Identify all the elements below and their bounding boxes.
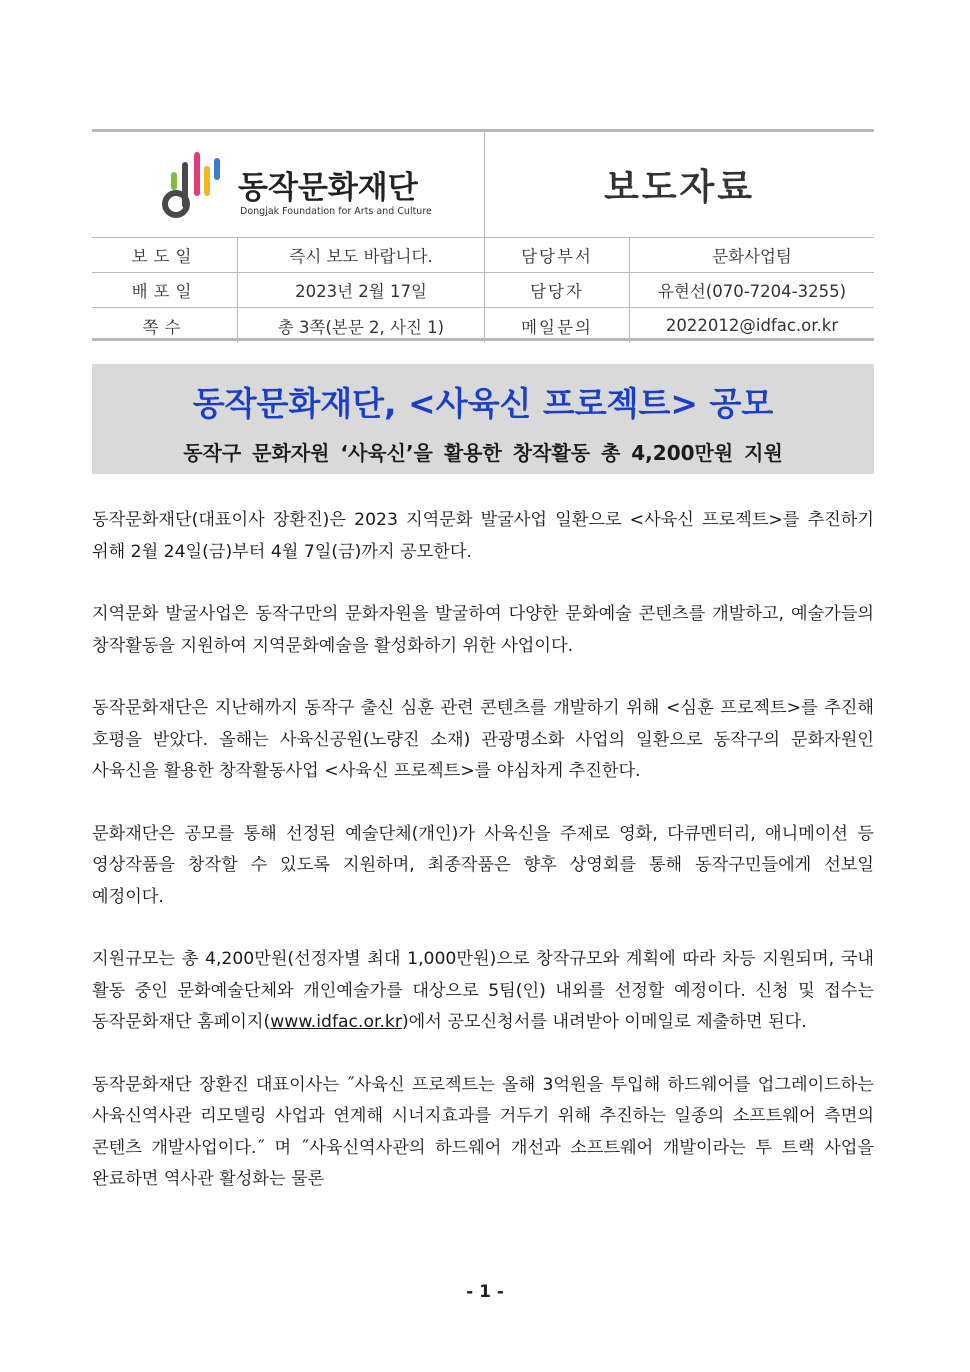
- homepage-link[interactable]: www.idfac.or.kr: [270, 1012, 402, 1032]
- paragraph-5: [92, 944, 874, 1039]
- info-row-pages: [92, 308, 874, 343]
- label-release: 보도일: [92, 238, 238, 272]
- sub-headline: 동작구 문화자원 ‘사육신’을 활용한 창작활동 총 4,200만원 지원: [183, 441, 783, 465]
- value-release: 즉시 보도 바랍니다.: [238, 238, 485, 272]
- paragraph-1: 동작문화재단(대표이사 장환진)은 2023 지역문화 발굴사업 일환으로 <사육신 프로젝트>를 추진하기 위해 2월 24일(금)부터 4월 7일(금)까지 공모한다.: [92, 510, 874, 562]
- paragraph-5-after: )에서 공모신청서를 내려받아 이메일로 제출하면 된다.: [401, 1012, 807, 1032]
- value-email: 2022012@idfac.or.kr: [665, 316, 839, 335]
- logo-cell: [92, 132, 485, 237]
- article-body: [92, 505, 874, 1227]
- value-contact: 유현선(070-7204-3255): [657, 282, 847, 301]
- label-distribution: 배포일: [92, 273, 238, 307]
- logo-subtitle: Dongjak Foundation for Arts and Culture: [240, 206, 432, 217]
- info-row-distribution: [92, 273, 874, 308]
- info-row-release: [92, 238, 874, 273]
- label-pages: 쪽수: [92, 308, 238, 343]
- paragraph-2: 지역문화 발굴사업은 동작구만의 문화자원을 발굴하여 다양한 문화예술 콘텐츠를 개발하고, 예술가들의 창작활동을 지원하여 지역문화예술을 활성화하기 위한 사업이다.: [92, 604, 874, 656]
- logo-name: 동작문화재단: [238, 170, 418, 206]
- press-info-table: [92, 129, 874, 341]
- header-top-row: [92, 132, 874, 238]
- value-pages: 총 3쪽(본문 2, 사진 1): [238, 308, 485, 343]
- paragraph-6: 동작문화재단 장환진 대표이사는 ˝사육신 프로젝트는 올해 3억원을 투입해 하드웨어를 업그레이드하는 사육신역사관 리모델링 사업과 연계해 시너지효과를 거두기 위해 추진하는 일종의 소프트웨어 측면의 콘텐츠 개발사업이다.˝ 며 ˝사육신역사관의 하드웨어 개선과 소프트웨어 개발이라는 투 트랙 사업을 완료하면 역사관 활성화는 물론: [92, 1074, 874, 1189]
- label-email: 메일문의: [485, 308, 630, 343]
- label-department: 담당부서: [485, 238, 630, 272]
- label-contact: 담당자: [485, 273, 630, 307]
- doc-type-title: 보도자료: [603, 167, 756, 208]
- paragraph-3: 동작문화재단은 지난해까지 동작구 출신 심훈 관련 콘텐츠를 개발하기 위해 <심훈 프로젝트>를 추진해 호평을 받았다. 올해는 사육신공원(노량진 소재) 관광명소화 사업의 일환으로 동작구의 문화자원인 사육신을 활용한 창작활동사업 <사육신 프로젝트>를 야심차게 추진한다.: [92, 698, 874, 781]
- paragraph-4: 문화재단은 공모를 통해 선정된 예술단체(개인)가 사육신을 주제로 영화, 다큐멘터리, 애니메이션 등 영상작품을 창작할 수 있도록 지원하며, 최종작품은 향후 상영회를 통해 동작구민들에게 선보일 예정이다.: [92, 823, 874, 907]
- value-department: 문화사업팀: [712, 247, 792, 266]
- paragraph-5-before: 지원규모는 총 4,200만원(선정자별 최대 1,000만원)으로 창작규모와 계획에 따라 차등 지원되며, 국내 활동 중인 문화예술단체와 개인예술가를 대상으로 5팀(인) 내외를 선정할 예정이다. 신청 및 접수는 동작문화재단 홈페이지(: [92, 949, 874, 1032]
- value-distribution: 2023년 2월 17일: [238, 273, 485, 307]
- foundation-logo-icon: [158, 148, 230, 222]
- main-headline: 동작문화재단, <사육신 프로젝트> 공모: [192, 384, 774, 423]
- headline-box: [92, 364, 874, 474]
- page-number: - 1 -: [466, 1282, 504, 1302]
